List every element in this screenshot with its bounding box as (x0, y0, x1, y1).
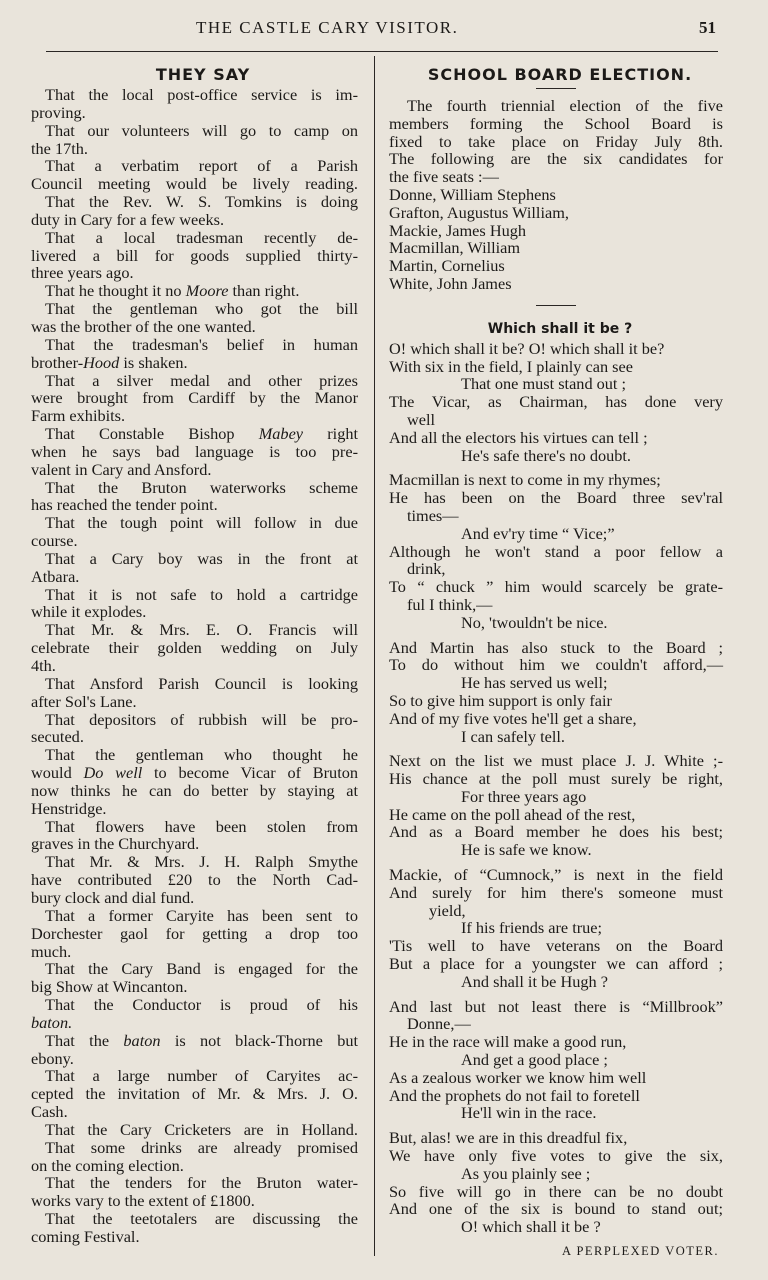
they-say-line (31, 1032, 358, 1050)
poem-line: But, alas! we are in this dreadful fix, (389, 1128, 628, 1148)
they-say-body (31, 86, 358, 1246)
poem-line: Donne,— (407, 1014, 471, 1034)
italic-text: baton. (31, 1012, 73, 1032)
line-text: That he thought it no (45, 281, 182, 301)
they-say-line (31, 282, 358, 300)
they-say-line: celebrate their golden wedding on July (31, 638, 358, 658)
they-say-line: That it is not safe to hold a cartridge (45, 584, 358, 604)
they-say-line: That flowers have been stolen from (45, 816, 358, 836)
they-say-line: That the tough point will follow in due (45, 513, 358, 533)
they-say-line: That the Cary Band is engaged for the (45, 959, 358, 979)
poem-line: He's safe there's no doubt. (461, 445, 631, 465)
they-say-line: Cash. (31, 1102, 68, 1122)
intro-line: members forming the School Board is (389, 113, 723, 133)
they-say-line: while it explodes. (31, 602, 147, 622)
line-text: is shaken. (123, 352, 188, 372)
poem-line: And Martin has also stuck to the Board ; (389, 637, 723, 657)
poem-stanza (389, 1129, 723, 1236)
poem-line: And ev'ry time “ Vice;” (461, 523, 615, 543)
they-say-line: were brought from Cardiff by the Manor (31, 388, 358, 408)
line-text: to become Vicar of Bruton (154, 763, 359, 783)
they-say-line: That the Bruton waterworks scheme (45, 477, 358, 497)
poem-line: And as a Board member he does his best; (389, 822, 723, 842)
intro-line: the five seats :— (389, 167, 499, 187)
they-say-line: That a Cary boy was in the front at (45, 548, 358, 568)
line-text: brother- (31, 352, 84, 372)
they-say-line: That Mr. & Mrs. J. H. Ralph Smythe (45, 852, 358, 872)
they-say-line: livered a bill for goods supplied thirty- (31, 245, 358, 265)
poem-stanza (389, 866, 723, 991)
they-say-line: cepted the invitation of Mr. & Mrs. J. O. (31, 1084, 358, 1104)
they-say-line: duty in Cary for a few weeks. (31, 209, 225, 229)
poem-line: So five will go in there can be no doubt (389, 1181, 723, 1201)
they-say-line (31, 425, 358, 443)
poem-line: He has served us well; (461, 673, 608, 693)
poem-line: Next on the list we must place J. J. White ;- (389, 751, 723, 771)
running-title: THE CASTLE CARY VISITOR. (196, 18, 459, 37)
poem-line: drink, (407, 559, 446, 579)
they-say-line: much. (31, 941, 72, 961)
they-say-line: That a large number of Caryites ac- (45, 1066, 358, 1086)
they-say-line: proving. (31, 102, 86, 122)
they-say-line: That the tenders for the Bruton water- (45, 1173, 358, 1193)
they-say-column (31, 64, 358, 1246)
poem-line: The Vicar, as Chairman, has done very (389, 392, 723, 412)
they-say-line: coming Festival. (31, 1227, 140, 1246)
they-say-line: That Mr. & Mrs. E. O. Francis will (45, 620, 358, 640)
they-say-line: That the local post-office service is im- (45, 85, 358, 104)
they-say-line: has reached the tender point. (31, 495, 218, 515)
poem-line: Macmillan is next to come in my rhymes; (389, 470, 661, 490)
poem-line: With six in the field, I plainly can see (389, 356, 633, 376)
italic-text: baton (123, 1030, 161, 1050)
line-text: right (327, 424, 358, 444)
poem-signature: A PERPLEXED VOTER. (562, 1244, 719, 1259)
italic-text: Do well (83, 763, 143, 783)
they-say-line: That the gentleman who got the bill (45, 299, 358, 319)
they-say-line: That our volunteers will go to camp on (45, 120, 358, 140)
stanza-gap (389, 1236, 723, 1243)
candidate-item: White, John James (389, 273, 512, 293)
they-say-line: That Ansford Parish Council is looking (45, 673, 358, 693)
they-say-line: Farm exhibits. (31, 406, 126, 426)
poem-line: 'Tis well to have veterans on the Board (389, 936, 723, 956)
running-header (0, 16, 768, 46)
they-say-line: Dorchester gaol for getting a drop too (31, 923, 358, 943)
poem-line: And one of the six is bound to stand out; (389, 1199, 723, 1219)
poem-stanza (389, 471, 723, 631)
they-say-line (31, 1014, 358, 1032)
italic-text: Moore (185, 281, 229, 301)
line-text: That the (45, 1030, 110, 1050)
poem-line: To do without him we couldn't afford,— (389, 655, 723, 675)
they-say-line: That the teetotalers are discussing the (45, 1209, 358, 1229)
they-say-line: That the Rev. W. S. Tomkins is doing (45, 192, 358, 212)
poem-line: He'll win in the race. (461, 1103, 597, 1123)
poem-line: And all the electors his virtues can tell ; (389, 427, 648, 447)
intro-line: The fourth triennial election of the five (407, 96, 723, 115)
poem-line: For three years ago (461, 786, 587, 806)
school-board-heading: SCHOOL BOARD ELECTION. (427, 65, 693, 84)
poem-line: We have only five votes to give the six, (389, 1146, 723, 1166)
poem-line: He came on the poll ahead of the rest, (389, 804, 636, 824)
section-rule (536, 305, 576, 306)
poem-line: That one must stand out ; (461, 374, 627, 394)
they-say-line: now thinks he can do better by staying at (31, 780, 358, 800)
they-say-line: when he says bad language is too pre- (31, 441, 358, 461)
column-divider (374, 56, 375, 1256)
they-say-line: course. (31, 531, 78, 551)
intro-line: fixed to take place on Friday July 8th. (389, 131, 723, 151)
poem-line: times— (407, 505, 459, 525)
they-say-line: That some drinks are already promised (45, 1137, 358, 1157)
candidate-item: Donne, William Stephens (389, 184, 556, 204)
line-text: than right. (232, 281, 300, 301)
candidate-item: Martin, Cornelius (389, 256, 505, 276)
they-say-line: was the brother of the one wanted. (31, 316, 256, 336)
school-board-column (389, 64, 723, 1259)
poem-stanza (389, 998, 723, 1123)
poem-line: He has been on the Board three sev'ral (389, 488, 723, 508)
they-say-line: the 17th. (31, 138, 88, 158)
candidate-item: Macmillan, William (389, 238, 521, 258)
they-say-line: That a verbatim report of a Parish (45, 156, 358, 176)
poem-line: ful I think,— (407, 594, 493, 614)
candidate-item: Grafton, Augustus William, (389, 202, 569, 222)
they-say-line: bury clock and dial fund. (31, 887, 195, 907)
poem-line: His chance at the poll must surely be right, (389, 769, 723, 789)
they-say-line: big Show at Wincanton. (31, 977, 188, 997)
poem-line: O! which shall it be ? (461, 1217, 601, 1237)
poem-line: He is safe we know. (461, 840, 592, 860)
poem-stanza (389, 752, 723, 859)
candidate-list (389, 186, 723, 293)
header-rule (46, 51, 718, 52)
they-say-line: That the tradesman's belief in human (45, 334, 358, 354)
they-say-line: That the Conductor is proud of his (45, 995, 358, 1015)
they-say-line: secuted. (31, 727, 84, 747)
poem-line: I can safely tell. (461, 726, 565, 746)
election-intro (389, 97, 723, 186)
poem-line: And of my five votes he'll get a share, (389, 708, 637, 728)
poem-line: yield, (429, 900, 466, 920)
poem-line: But a place for a youngster we can afford ; (389, 954, 723, 974)
poem-line: No, 'twouldn't be nice. (461, 612, 608, 632)
heading-rule (536, 88, 576, 89)
they-say-line: Council meeting would be lively reading. (31, 174, 358, 194)
they-say-line: valent in Cary and Ansford. (31, 459, 212, 479)
they-say-line: 4th. (31, 656, 56, 675)
poem-body (389, 340, 723, 1243)
they-say-line: Henstridge. (31, 798, 107, 818)
poem-line: As you plainly see ; (461, 1163, 591, 1183)
poem-line: Mackie, of “Cumnock,” is next in the field (389, 865, 723, 885)
they-say-line: three years ago. (31, 263, 134, 283)
poem-line: And the prophets do not fail to foretell (389, 1085, 640, 1105)
poem-line: And last but not least there is “Millbrook” (389, 996, 723, 1016)
italic-text: Hood (83, 352, 120, 372)
poem-line: As a zealous worker we know him well (389, 1067, 647, 1087)
page-number: 51 (699, 18, 716, 37)
poem-stanza (389, 340, 723, 465)
italic-text: Mabey (258, 424, 304, 444)
they-say-line: That a former Caryite has been sent to (45, 905, 358, 925)
poem-line: To “ chuck ” him would scarcely be grate- (389, 577, 723, 597)
poem-title: Which shall it be ? (487, 320, 633, 337)
they-say-line: works vary to the extent of £1800. (31, 1191, 255, 1211)
they-say-line: ebony. (31, 1048, 74, 1068)
poem-line: If his friends are true; (461, 918, 603, 938)
poem-line: And shall it be Hugh ? (461, 971, 608, 991)
line-text: That Constable Bishop (45, 424, 235, 444)
poem-line: So to give him support is only fair (389, 690, 612, 710)
they-say-line (31, 764, 358, 782)
poem-line: O! which shall it be? O! which shall it be? (389, 338, 665, 358)
they-say-line: That a silver medal and other prizes (45, 370, 358, 390)
they-say-line: graves in the Churchyard. (31, 834, 200, 854)
line-text: is not black-Thorne but (174, 1030, 359, 1050)
they-say-line: after Sol's Lane. (31, 691, 137, 711)
they-say-line: That the Cary Cricketers are in Holland. (45, 1119, 358, 1139)
they-say-line: have contributed £20 to the North Cad- (31, 870, 358, 890)
they-say-heading: THEY SAY (155, 65, 251, 84)
candidate-item: Mackie, James Hugh (389, 220, 526, 240)
they-say-line: That the gentleman who thought he (45, 745, 358, 765)
intro-line: The following are the six candidates for (389, 149, 723, 169)
poem-line: And get a good place ; (461, 1050, 608, 1070)
poem-line: He in the race will make a good run, (389, 1032, 627, 1052)
poem-line: Although he won't stand a poor fellow a (389, 541, 723, 561)
poem-stanza (389, 639, 723, 746)
line-text: would (31, 763, 72, 783)
they-say-line: That a local tradesman recently de- (45, 227, 358, 247)
they-say-line: Atbara. (31, 566, 80, 586)
they-say-line: That depositors of rubbish will be pro- (45, 709, 358, 729)
poem-line: well (407, 409, 436, 429)
poem-line: And surely for him there's someone must (389, 882, 723, 902)
they-say-line (31, 354, 358, 372)
they-say-line: on the coming election. (31, 1155, 184, 1175)
